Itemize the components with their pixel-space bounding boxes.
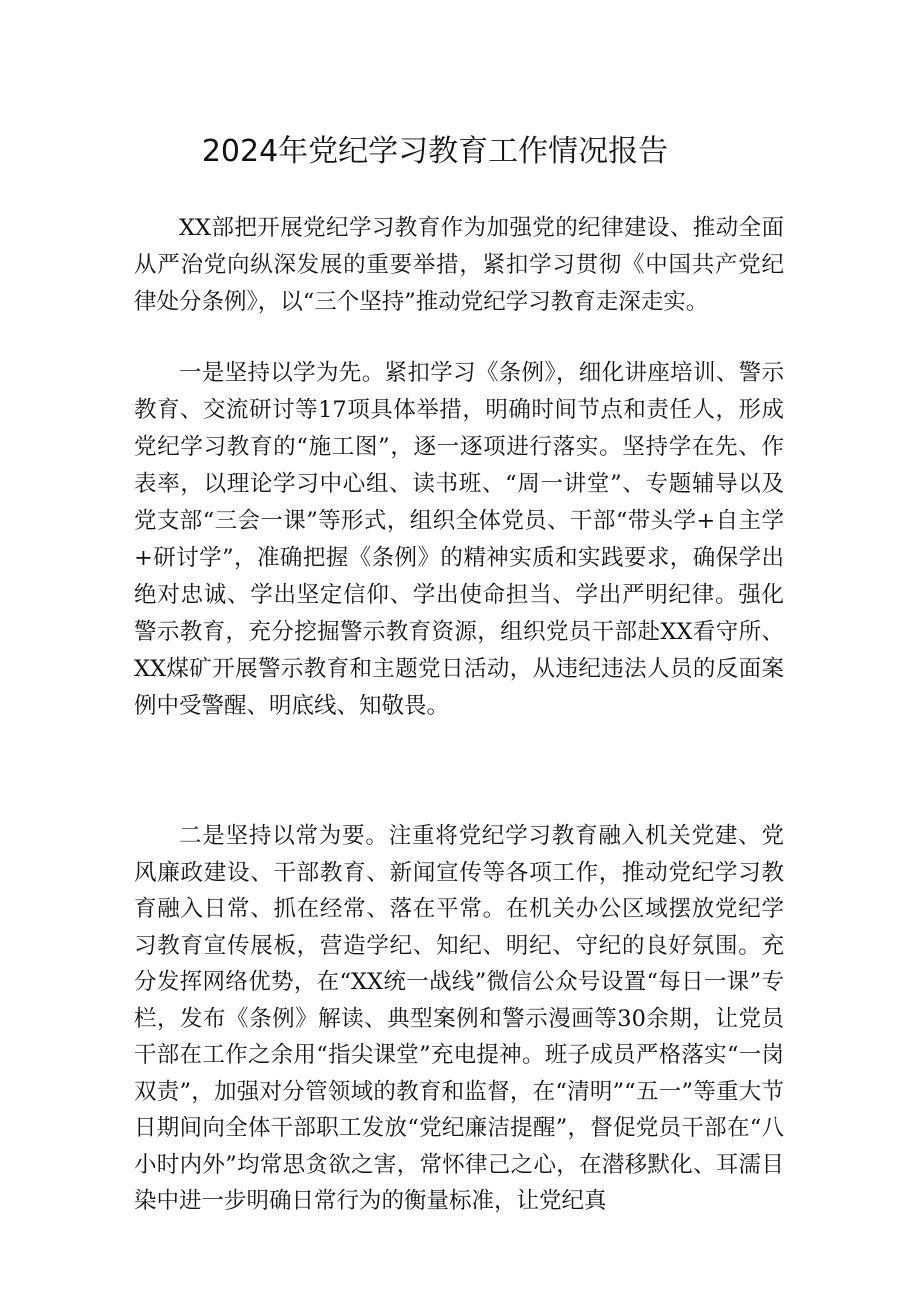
paragraph-study-first: 一是坚持以学为先。紧扣学习《条例》，细化讲座培训、警示教育、交流研讨等17项具体举措，明确时间节点和责任人，形成党纪学习教育的“施工图”，逐一逐项进行落实。坚持学在先、作表率，以理论学习中心组、读书班、“周一讲堂”、专题辅导以及党支部“三会一课”等形式，组织全体党员、干部“带头学+自主学+研讨学”，准确把握《条例》的精神实质和实践要求，确保学出绝对忠诚、学出坚定信仰、学出使命担当、学出严明纪律。强化警示教育，充分挖掘警示教育资源，组织党员干部赴XX看守所、XX煤矿开展警示教育和主题党日活动，从违纪违法人员的反面案例中受警醒、明底线、知敬畏。 xyxy=(134,360,784,719)
document-title: 2024年党纪学习教育工作情况报告 xyxy=(201,134,669,170)
paragraph-intro: XX部把开展党纪学习教育作为加强党的纪律建设、推动全面从严治党向纵深发展的重要举措，紧扣学习贯彻《中国共产党纪律处分条例》，以“三个坚持”推动党纪学习教育走深走实。 xyxy=(134,215,784,315)
paragraph-regular-practice: 二是坚持以常为要。注重将党纪学习教育融入机关党建、党风廉政建设、干部教育、新闻宣传等各项工作，推动党纪学习教育融入日常、抓在经常、落在平常。在机关办公区域摆放党纪学习教育宣传展板，营造学纪、知纪、明纪、守纪的良好氛围。充分发挥网络优势，在“XX统一战线”微信公众号设置“每日一课”专栏，发布《条例》解读、典型案例和警示漫画等30余期，让党员干部在工作之余用“指尖课堂”充电提神。班子成员严格落实“一岗双责”，加强对分管领域的教育和监督，在“清明”“五一”等重大节日期间向全体干部职工发放“党纪廉洁提醒”，督促党员干部在“八小时内外”均常思贪欲之害，常怀律己之心，在潜移默化、耳濡目染中进一步明确日常行为的衡量标准，让党纪真 xyxy=(134,823,784,1214)
